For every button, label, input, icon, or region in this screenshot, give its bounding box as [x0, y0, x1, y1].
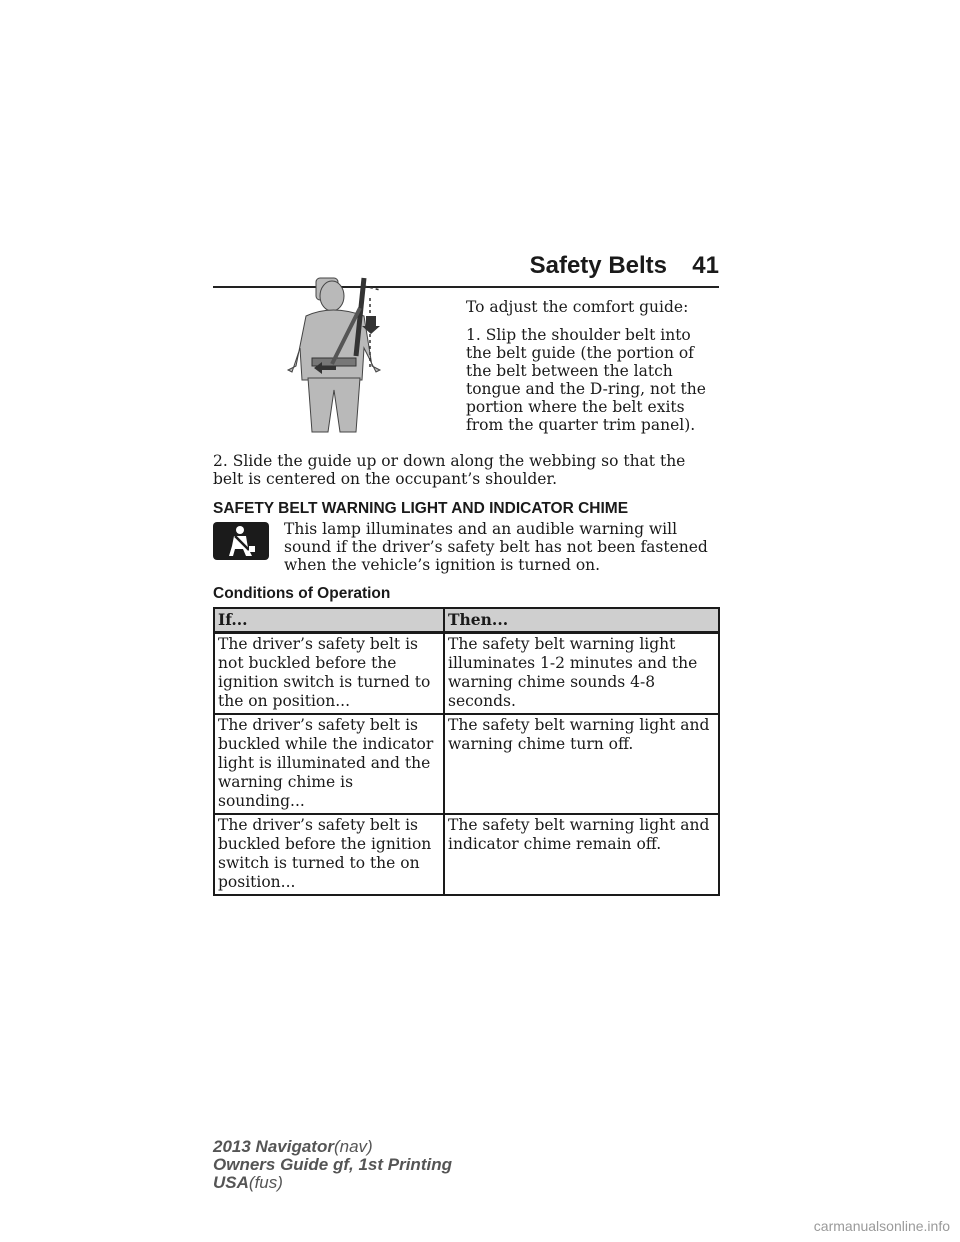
table-row [214, 814, 719, 895]
comfort-guide-text [466, 298, 720, 444]
footer-market-code: (fus) [248, 1173, 283, 1192]
warning-description: This lamp illuminates and an audible warning will sound if the driver’s safety belt has not been fastened when the vehicle’s ignition is turned on. [284, 520, 708, 574]
result-cell: The safety belt warning light illuminates 1-2 minutes and the warning chime sounds 4-8 seconds. [444, 633, 719, 715]
result-cell: The safety belt warning light and indicator chime remain off. [444, 814, 719, 895]
condition-cell: The driver’s safety belt is not buckled before the ignition switch is turned to the on position... [214, 633, 444, 715]
footer [213, 1138, 452, 1192]
comfort-guide-step-2: 2. Slide the guide up or down along the webbing so that the belt is centered on the occupant’s shoulder. [213, 452, 686, 488]
section-heading: SAFETY BELT WARNING LIGHT AND INDICATOR CHIME [213, 500, 629, 517]
table-row [214, 714, 719, 814]
condition-cell: The driver’s safety belt is buckled while the indicator light is illuminated and the warning chime is sounding... [214, 714, 444, 814]
footer-model: 2013 Navigator [213, 1137, 334, 1156]
seatbelt-warning-icon [213, 522, 269, 560]
conditions-heading: Conditions of Operation [213, 585, 391, 602]
conditions-table [213, 607, 720, 896]
comfort-guide-step-1: 1. Slip the shoulder belt into the belt guide (the portion of the belt between the latch tongue and the D-ring, not the portion where the belt exits from the quarter trim panel). [466, 326, 706, 434]
footer-line-1 [213, 1138, 452, 1156]
page-number: 41 [692, 252, 719, 279]
column-header-if: If... [214, 608, 444, 633]
footer-guide: Owners Guide gf, 1st Printing [213, 1155, 452, 1174]
table-row [214, 633, 719, 715]
comfort-guide-intro: To adjust the comfort guide: [466, 298, 689, 316]
footer-model-code: (nav) [333, 1137, 373, 1156]
column-header-then: Then... [444, 608, 719, 633]
watermark: carmanualsonline.info [813, 1218, 950, 1234]
condition-cell: The driver’s safety belt is buckled before the ignition switch is turned to the on position... [214, 814, 444, 895]
footer-market: USA [213, 1173, 249, 1192]
comfort-guide-illustration [284, 268, 404, 436]
result-cell: The safety belt warning light and warning chime turn off. [444, 714, 719, 814]
table-header-row [214, 608, 719, 633]
footer-line-3 [213, 1174, 452, 1192]
page-title: Safety Belts [529, 252, 667, 279]
